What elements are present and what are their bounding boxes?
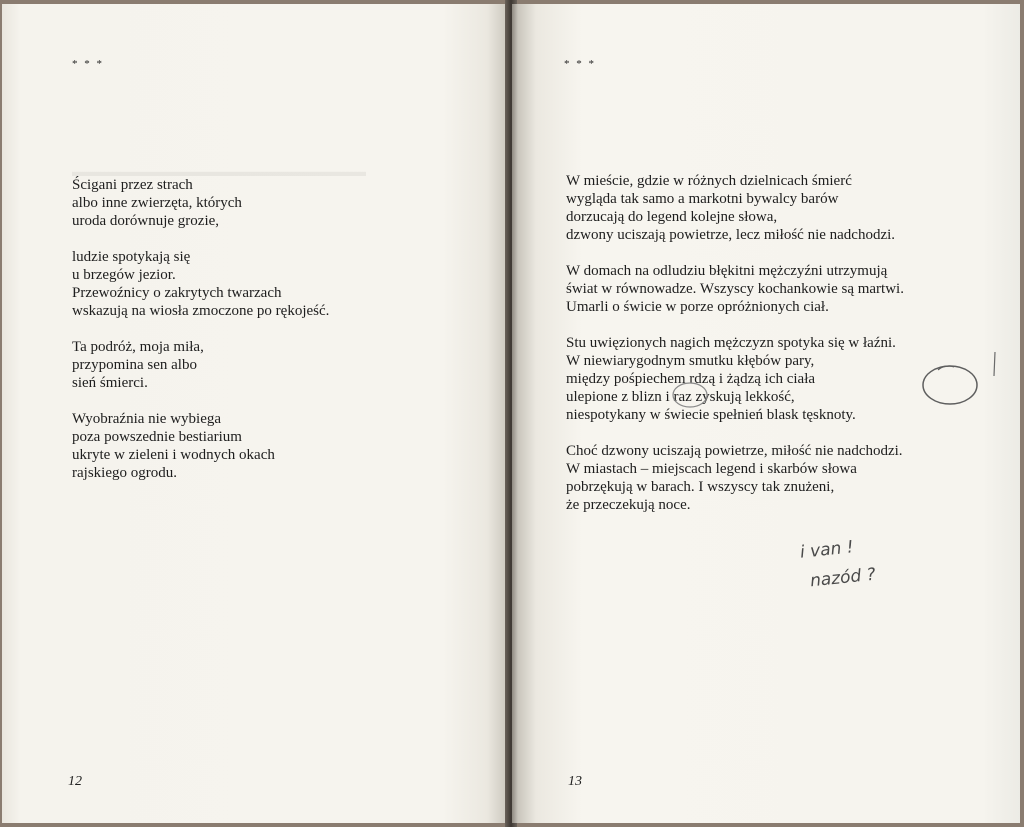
- poem-line: dorzucają do legend kolejne słowa,: [566, 209, 778, 225]
- poem-line: między pośpiechem rdzą i żądzą ich ciała: [566, 371, 816, 387]
- poem-line: Stu uwięzionych nagich mężczyzn spotyka się w łaźni.: [566, 335, 896, 351]
- pencil-circle-small: [670, 380, 710, 410]
- poem-line: albo inne zwierzęta, których: [72, 195, 242, 211]
- pencil-tick-mark: [990, 350, 1000, 380]
- poem-line: ulepione z blizn i raz zyskują lekkość,: [566, 389, 795, 405]
- poem-line: uroda dorównuje grozie,: [72, 213, 220, 229]
- poem-line: u brzegów jezior.: [72, 267, 176, 283]
- poem-line: ukryte w zieleni i wodnych okach: [72, 447, 275, 463]
- stanza: [72, 410, 329, 482]
- stanza: [566, 442, 904, 514]
- stanza: [72, 248, 329, 320]
- left-page: [2, 4, 510, 823]
- poem-line: W niewiarygodnym smutku kłębów pary,: [566, 353, 815, 369]
- poem-line: rajskiego ogrodu.: [72, 465, 177, 481]
- poem-line: Przewoźnicy o zakrytych twarzach: [72, 285, 282, 301]
- poem-right: [566, 172, 904, 532]
- poem-left: [72, 176, 329, 500]
- poem-line: ludzie spotykają się: [72, 249, 191, 265]
- handwritten-line: nazód ?: [809, 564, 877, 592]
- poem-line: niespotykany w świecie spełnień blask tęsknoty.: [566, 407, 856, 423]
- page-number: 12: [68, 774, 82, 789]
- poem-line: W mieście, gdzie w różnych dzielnicach śmierć: [566, 173, 852, 189]
- ornament-stars: * * *: [564, 58, 596, 70]
- poem-line: pobrzękują w barach. I wszyscy tak znużeni,: [566, 479, 835, 495]
- handwritten-note: [790, 537, 940, 600]
- stanza: [72, 338, 329, 392]
- page-number: 13: [568, 774, 582, 789]
- poem-line: Wyobraźnia nie wybiega: [72, 411, 222, 427]
- poem-line: Ścigani przez strach: [72, 177, 193, 193]
- stanza: [566, 172, 904, 244]
- poem-line: wskazują na wiosła zmoczone po rękojeść.: [72, 303, 330, 319]
- stanza: [566, 334, 904, 424]
- poem-line: W domach na odludziu błękitni mężczyźni utrzymują: [566, 263, 888, 279]
- show-through-text: ▬▬▬▬▬▬▬▬▬▬▬▬▬▬▬▬▬▬▬▬▬: [72, 165, 366, 180]
- poem-line: wygląda tak samo a markotni bywalcy barów: [566, 191, 839, 207]
- poem-line: że przeczekują noce.: [566, 497, 691, 513]
- poem-line: dzwony uciszają powietrze, lecz miłość nie nadchodzi.: [566, 227, 896, 243]
- poem-line: przypomina sen albo: [72, 357, 197, 373]
- poem-line: Ta podróż, moja miła,: [72, 339, 204, 355]
- poem-line: Choć dzwony uciszają powietrze, miłość nie nadchodzi.: [566, 443, 903, 459]
- right-page: [512, 4, 1020, 823]
- poem-line: poza powszednie bestiarium: [72, 429, 242, 445]
- handwritten-line: i van !: [799, 537, 855, 563]
- poem-line: sień śmierci.: [72, 375, 148, 391]
- ornament-stars: * * *: [72, 58, 104, 70]
- stanza: [72, 176, 329, 230]
- poem-line: świat w równowadze. Wszyscy kochankowie są martwi.: [566, 281, 904, 297]
- poem-line: Umarli o świcie w porze opróżnionych ciał.: [566, 299, 829, 315]
- pencil-circle-margin: [920, 360, 980, 408]
- poem-line: W miastach – miejscach legend i skarbów słowa: [566, 461, 857, 477]
- stanza: [566, 262, 904, 316]
